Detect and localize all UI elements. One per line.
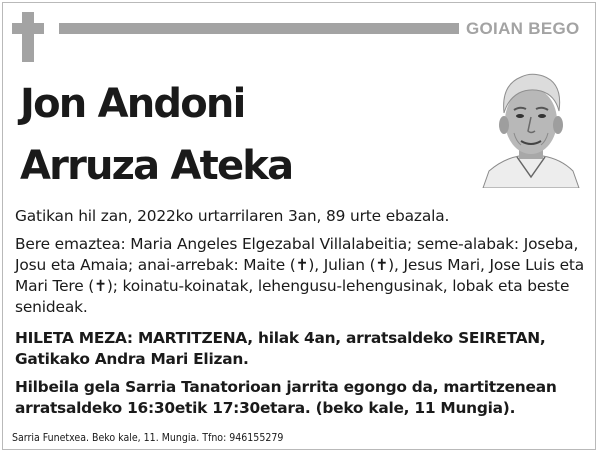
header-label: GOIAN BEGO bbox=[466, 19, 580, 38]
portrait-photo bbox=[481, 55, 581, 188]
funeral-mass-text: HILETA MEZA: MARTITZENA, hilak 4an, arratsaldeko SEIRETAN, Gatikako Andra Mari Elizan. bbox=[15, 329, 546, 368]
funeral-home-footer: Sarria Funetxea. Beko kale, 11. Mungia. Tfno: 946155279 bbox=[12, 432, 284, 444]
death-notice-text: Gatikan hil zan, 2022ko urtarrilaren 3an, 89 urte ebazala. bbox=[15, 207, 450, 225]
deceased-name-line2: Arruza Ateka bbox=[20, 143, 293, 189]
wake-text: Hilbeila gela Sarria Tanatorioan jarrita egongo da, martitzenean arratsaldeko 16:30etik 17:30etara. (beko kale, 11 Mungia). bbox=[15, 378, 557, 417]
header-divider-bar bbox=[59, 23, 459, 34]
deceased-name-line1: Jon Andoni bbox=[20, 81, 245, 127]
family-text: Bere emaztea: Maria Angeles Elgezabal Villalabeitia; seme-alabak: Joseba, Josu eta Amaia; anai-arrebak: Maite (✝), Julian (✝), Jesus Mari, Jose Luis eta Mari Tere (✝); koinatu-koinatak, lehengusu-lehengusinak, lobak eta beste senideak. bbox=[15, 235, 585, 316]
